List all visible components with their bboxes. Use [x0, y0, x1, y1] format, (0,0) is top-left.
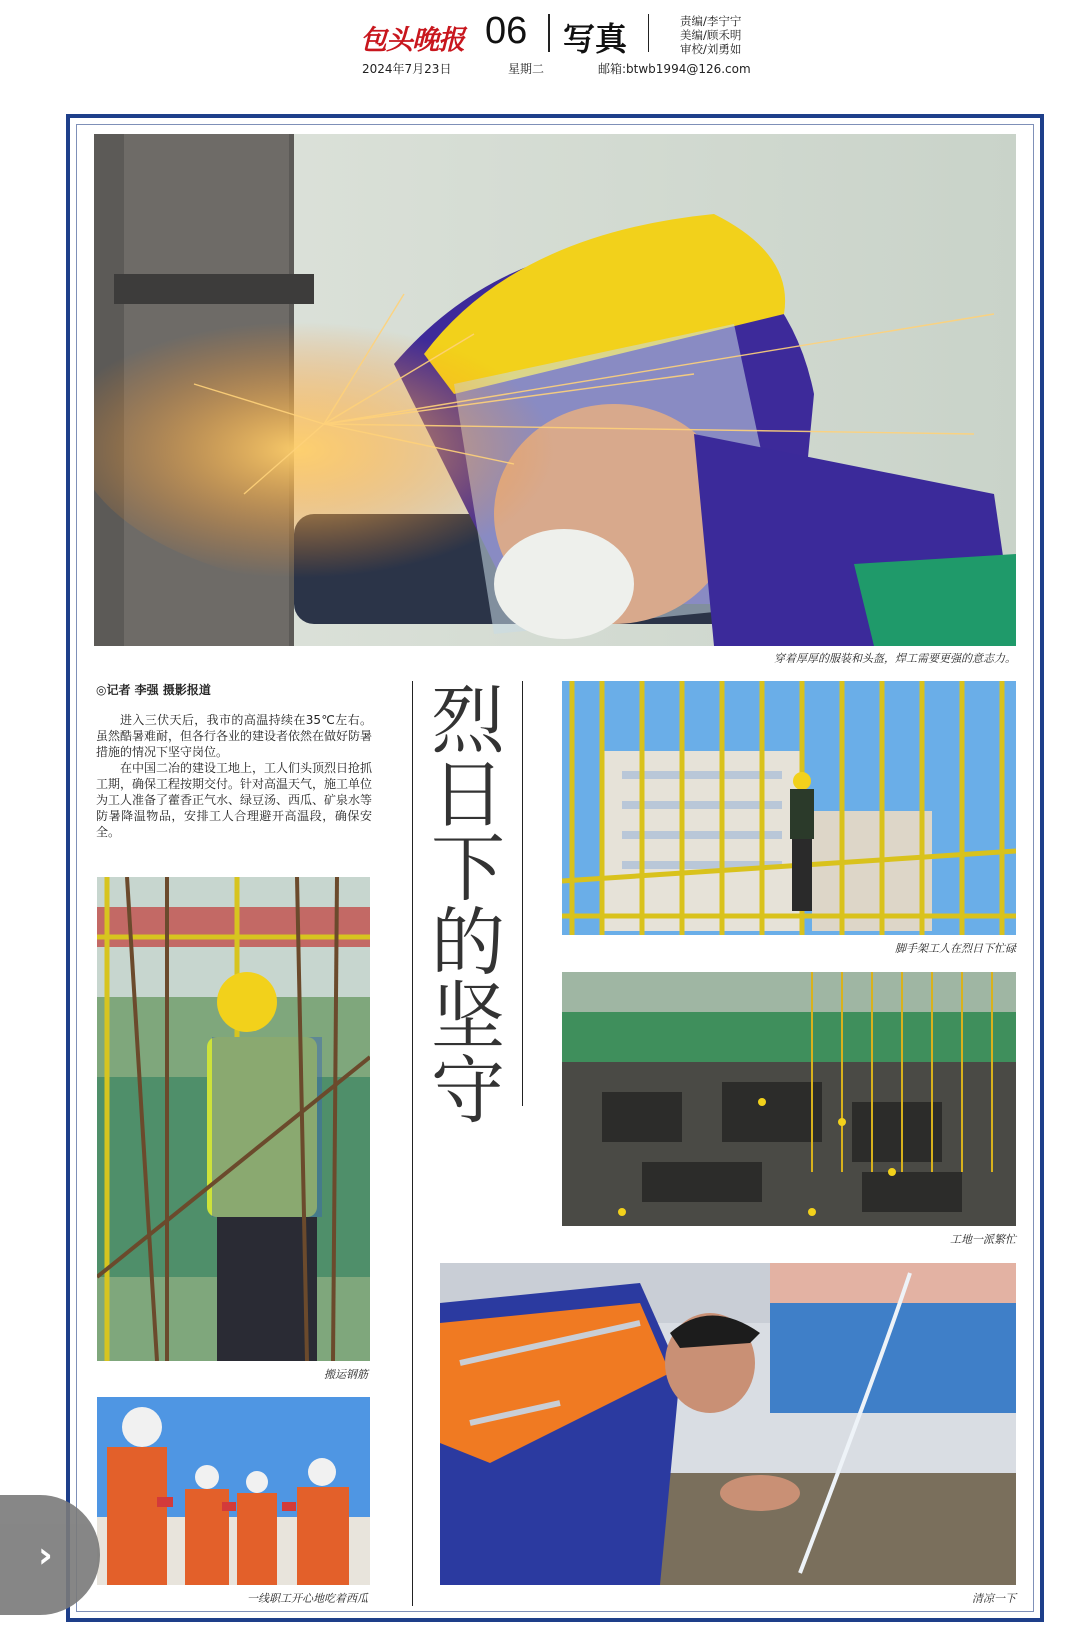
welder-grinding-sparks-icon: [94, 134, 1016, 646]
scaffold-photo: [562, 681, 1016, 935]
headline-char: 日: [431, 752, 505, 838]
cooling-photo: [440, 1263, 1016, 1585]
workers-eating-watermelon-icon: [97, 1397, 370, 1585]
worker-carrying-rebar-icon: [97, 877, 370, 1361]
construction-site-icon: [562, 972, 1016, 1226]
welder-photo: [94, 134, 1016, 646]
contact-email: 邮箱:btwb1994@126.com: [598, 62, 751, 76]
masthead-divider-2: [648, 14, 649, 52]
rebar-caption: 搬运钢筋: [324, 1368, 368, 1381]
scaffold-caption: 脚手架工人在烈日下忙碌: [895, 942, 1016, 955]
masthead-divider: [548, 14, 550, 52]
newspaper-logo: 包头晚报: [360, 25, 464, 56]
page-number: 06: [485, 10, 528, 52]
worker-washing-face-icon: [440, 1263, 1016, 1585]
scaffold-worker-icon: [562, 681, 1016, 935]
section-title: 写真: [563, 20, 628, 58]
rebar-photo: [97, 877, 370, 1361]
headline-char: 守: [431, 1048, 505, 1134]
headline-rule: [522, 681, 523, 1106]
chevron-right-icon: ›: [38, 1535, 53, 1576]
issue-weekday: 星期二: [508, 62, 545, 76]
cooling-caption: 清凉一下: [972, 1592, 1016, 1605]
headline-char: 的: [431, 900, 505, 986]
column-rule: [412, 681, 413, 1606]
editor-line: 审校/刘勇如: [680, 42, 742, 56]
editor-line: 责编/李宁宁: [680, 14, 742, 28]
watermelon-photo: [97, 1397, 370, 1585]
article-paragraph: 在中国二冶的建设工地上，工人们头顶烈日抢抓工期，确保工程按期交付。针对高温天气，施工单位为工人准备了藿香正气水、绿豆汤、西瓜、矿泉水等防暑降温物品，安排工人合理避开高温段，确保安全。: [96, 761, 373, 839]
editor-credits: [680, 14, 741, 56]
article-paragraph: 进入三伏天后，我市的高温持续在35℃左右。虽然酷暑难耐，但各行各业的建设者依然在做好防暑措施的情况下坚守岗位。: [96, 713, 373, 759]
site-caption: 工地一派繁忙: [950, 1233, 1016, 1246]
watermelon-caption: 一线职工开心地吃着西瓜: [247, 1592, 368, 1605]
headline-char: 坚: [431, 974, 505, 1060]
welder-caption: 穿着厚厚的服装和头盔，焊工需要更强的意志力。: [774, 652, 1016, 665]
site-photo: [562, 972, 1016, 1226]
issue-date: 2024年7月23日: [362, 62, 452, 76]
headline: [428, 678, 508, 1134]
headline-char: 下: [431, 826, 505, 912]
byline: ◎记者 李强 摄影报道: [96, 683, 211, 697]
headline-char: 烈: [431, 678, 505, 764]
article-body: [96, 712, 372, 840]
editor-line: 美编/顾禾明: [680, 28, 742, 42]
